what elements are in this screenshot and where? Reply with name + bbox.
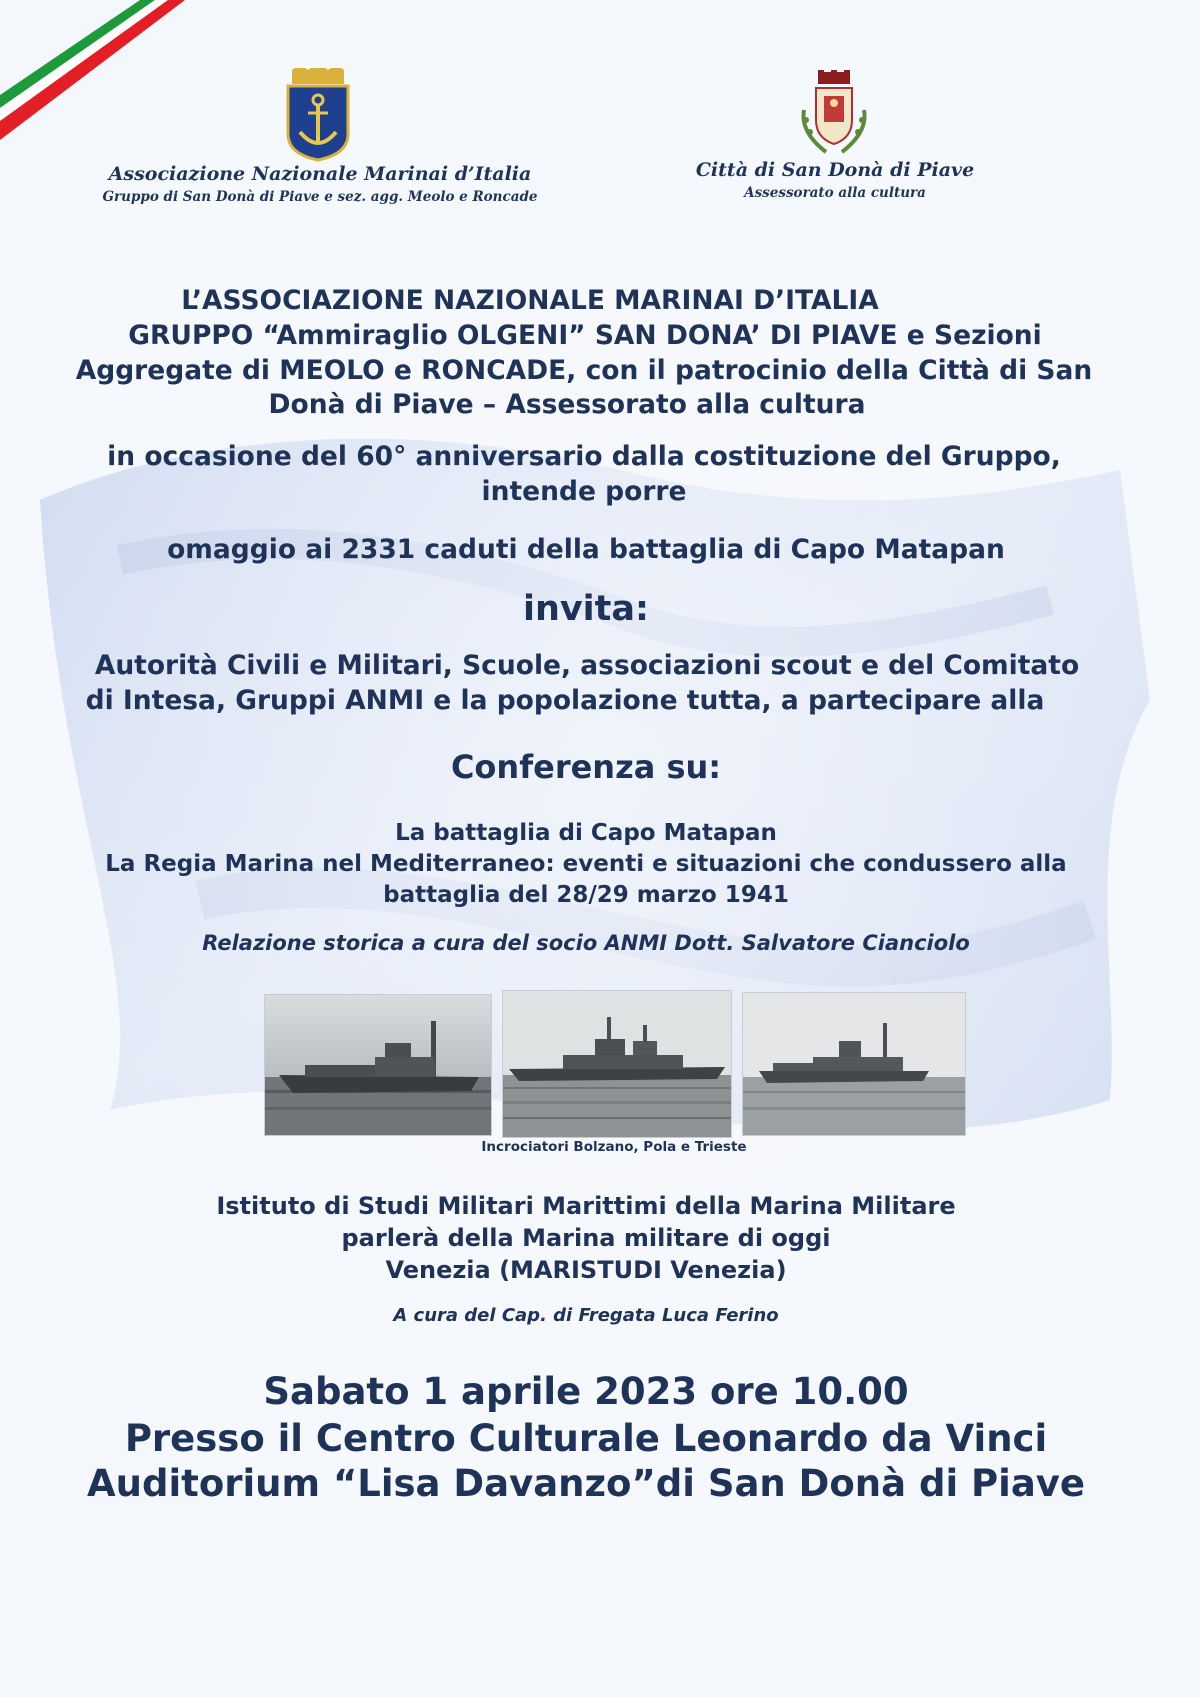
anniversary-line: intende porre — [481, 476, 687, 507]
invite-heading: invita: — [522, 589, 650, 629]
intro-line: Donà di Piave – Assessorato alla cultura — [268, 389, 866, 420]
left-org-name: Associazione Nazionale Marinai d’Italia — [108, 163, 532, 185]
right-org-subtitle: Assessorato alla cultura — [744, 185, 926, 201]
institute-line: parlerà della Marina militare di oggi — [341, 1224, 831, 1252]
city-crest-icon — [796, 70, 872, 158]
ship-photo-bolzano — [264, 994, 492, 1136]
institute-speaker: A cura del Cap. di Fregata Luca Ferino — [393, 1305, 779, 1326]
ship-photo-trieste — [742, 992, 966, 1136]
event-venue: Presso il Centro Culturale Leonardo da Vinci — [124, 1417, 1048, 1460]
anchor-shield-icon — [286, 68, 350, 162]
conference-line: La Regia Marina nel Mediterraneo: eventi e situazioni che condussero alla — [105, 851, 1067, 877]
intro-line: Aggregate di MEOLO e RONCADE, con il patrocinio della Città di San — [75, 355, 1093, 386]
conference-heading: Conferenza su: — [450, 748, 722, 786]
ship-photo-pola — [502, 990, 732, 1138]
institute-line: Istituto di Studi Militari Marittimi della Marina Militare — [216, 1192, 956, 1220]
conference-line: La battaglia di Capo Matapan — [395, 820, 777, 846]
invite-line: Autorità Civili e Militari, Scuole, associazioni scout e del Comitato — [94, 650, 1080, 681]
institute-line: Venezia (MARISTUDI Venezia) — [385, 1256, 787, 1284]
conference-line: battaglia del 28/29 marzo 1941 — [383, 882, 789, 908]
right-org-name: Città di San Donà di Piave — [695, 159, 975, 181]
intro-line: GRUPPO “Ammiraglio OLGENI” SAN DONA’ DI PIAVE e Sezioni — [128, 320, 1042, 351]
event-date: Sabato 1 aprile 2023 ore 10.00 — [263, 1370, 909, 1413]
photos-caption: Incrociatori Bolzano, Pola e Trieste — [481, 1139, 747, 1155]
event-auditorium: Auditorium “Lisa Davanzo”di San Donà di Piave — [86, 1462, 1086, 1505]
invite-line: di Intesa, Gruppi ANMI e la popolazione tutta, a partecipare alla — [85, 685, 1045, 716]
anniversary-line: in occasione del 60° anniversario dalla costituzione del Gruppo, — [107, 441, 1061, 472]
intro-line: L’ASSOCIAZIONE NAZIONALE MARINAI D’ITALIA — [181, 285, 879, 316]
left-org-subtitle: Gruppo di San Donà di Piave e sez. agg. Meolo e Roncade — [102, 189, 538, 205]
conference-speaker: Relazione storica a cura del socio ANMI Dott. Salvatore Cianciolo — [202, 931, 970, 955]
tribute-line: omaggio ai 2331 caduti della battaglia di Capo Matapan — [167, 534, 1005, 565]
